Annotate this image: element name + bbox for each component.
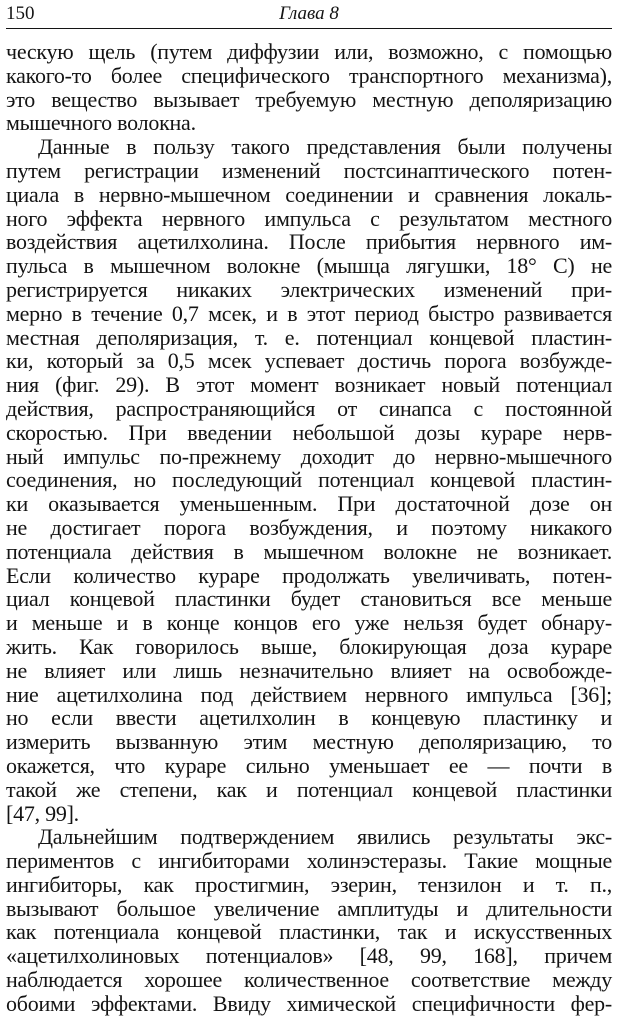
text-line: периментов с ингибиторами холинэстеразы. Такие мощные xyxy=(6,848,612,874)
text-line: и меньше и в конце концов его уже нельзя будет обнару- xyxy=(6,610,612,636)
text-line: измерить вызванную этим местную деполяризацию, то xyxy=(6,729,612,755)
text-line: ингибиторы, как простигмин, эзерин, тензилон и т. п., xyxy=(6,871,612,897)
text-line: жить. Как говорилось выше, блокирующая доза кураре xyxy=(6,633,612,659)
page-number: 150 xyxy=(6,3,35,24)
text-line: скоростью. При введении небольшой дозы кураре нерв- xyxy=(6,419,612,445)
text-line: вызывают большое увеличение амплитуды и длительности xyxy=(6,895,612,921)
text-line: не влияет или лишь незначительно влияет на освобожде- xyxy=(6,657,612,683)
chapter-title: Глава 8 xyxy=(279,3,339,24)
text-line: действия, распространяющийся от синапса с постоянной xyxy=(6,395,612,421)
text-line: обоими эффектами. Ввиду химической специфичности фер- xyxy=(6,990,612,1016)
text-line: как потенциала концевой пластинки, так и искусственных xyxy=(6,919,612,945)
text-line: не достигает порога возбуждения, и поэтому никакого xyxy=(6,514,612,540)
text-line: путем регистрации изменений постсинаптического потен- xyxy=(6,157,612,183)
text-line: ный импульс по-прежнему доходит до нервно-мышечного xyxy=(6,443,612,469)
text-line: но если ввести ацетилхолин в концевую пластинку и xyxy=(6,705,612,731)
text-line: пульса в мышечном волокне (мышца лягушки, 18° С) не xyxy=(6,253,612,279)
text-line: какого-то более специфического транспортного механизма), xyxy=(6,62,612,88)
text-line: окажется, что кураре сильно уменьшает ее — почти в xyxy=(6,752,612,778)
text-line: ки оказывается уменьшенным. При достаточной дозе он xyxy=(6,491,612,517)
text-line: ния (фиг. 29). В этот момент возникает новый потенциал xyxy=(6,372,612,398)
text-line: циал концевой пластинки будет становиться все меньше xyxy=(6,586,612,612)
text-line: потенциала действия в мышечном волокне не возникает. xyxy=(6,538,612,564)
text-line: местная деполяризация, т. е. потенциал концевой пластин- xyxy=(6,324,612,350)
body-text xyxy=(6,40,612,1016)
text-line: наблюдается хорошее количественное соответствие между xyxy=(6,967,612,993)
text-line: соединения, но последующий потенциал концевой пластин- xyxy=(6,467,612,493)
text-line: Если количество кураре продолжать увеличивать, потен- xyxy=(6,562,612,588)
text-line: ние ацетилхолина под действием нервного импульса [36]; xyxy=(6,681,612,707)
text-line: регистрируется никаких электрических изменений при- xyxy=(6,276,612,302)
text-line: мерно в течение 0,7 мсек, и в этот период быстро развивается xyxy=(6,300,612,326)
text-line: ки, который за 0,5 мсек успевает достичь порога возбужде- xyxy=(6,348,612,374)
text-line: [47, 99]. xyxy=(6,800,79,826)
text-line: циала в нервно-мышечном соединении и сравнения локаль- xyxy=(6,181,612,207)
text-line: это вещество вызывает требуемую местную деполяризацию xyxy=(6,86,612,112)
running-head xyxy=(6,2,612,29)
text-line: ческую щель (путем диффузии или, возможно, с помощью xyxy=(6,39,612,64)
text-line: «ацетилхолиновых потенциалов» [48, 99, 168], причем xyxy=(6,943,612,969)
text-line: Дальнейшим подтверждением явились результаты экс- xyxy=(38,824,612,850)
text-line: ного эффекта нервного импульса с результатом местного xyxy=(6,205,612,231)
text-line: мышечного волокна. xyxy=(6,110,196,136)
text-line: Данные в пользу такого представления были получены xyxy=(38,134,612,160)
text-line: воздействия ацетилхолина. После прибытия нервного им- xyxy=(6,229,612,255)
text-line: такой же степени, как и потенциал концевой пластинки xyxy=(6,776,612,802)
